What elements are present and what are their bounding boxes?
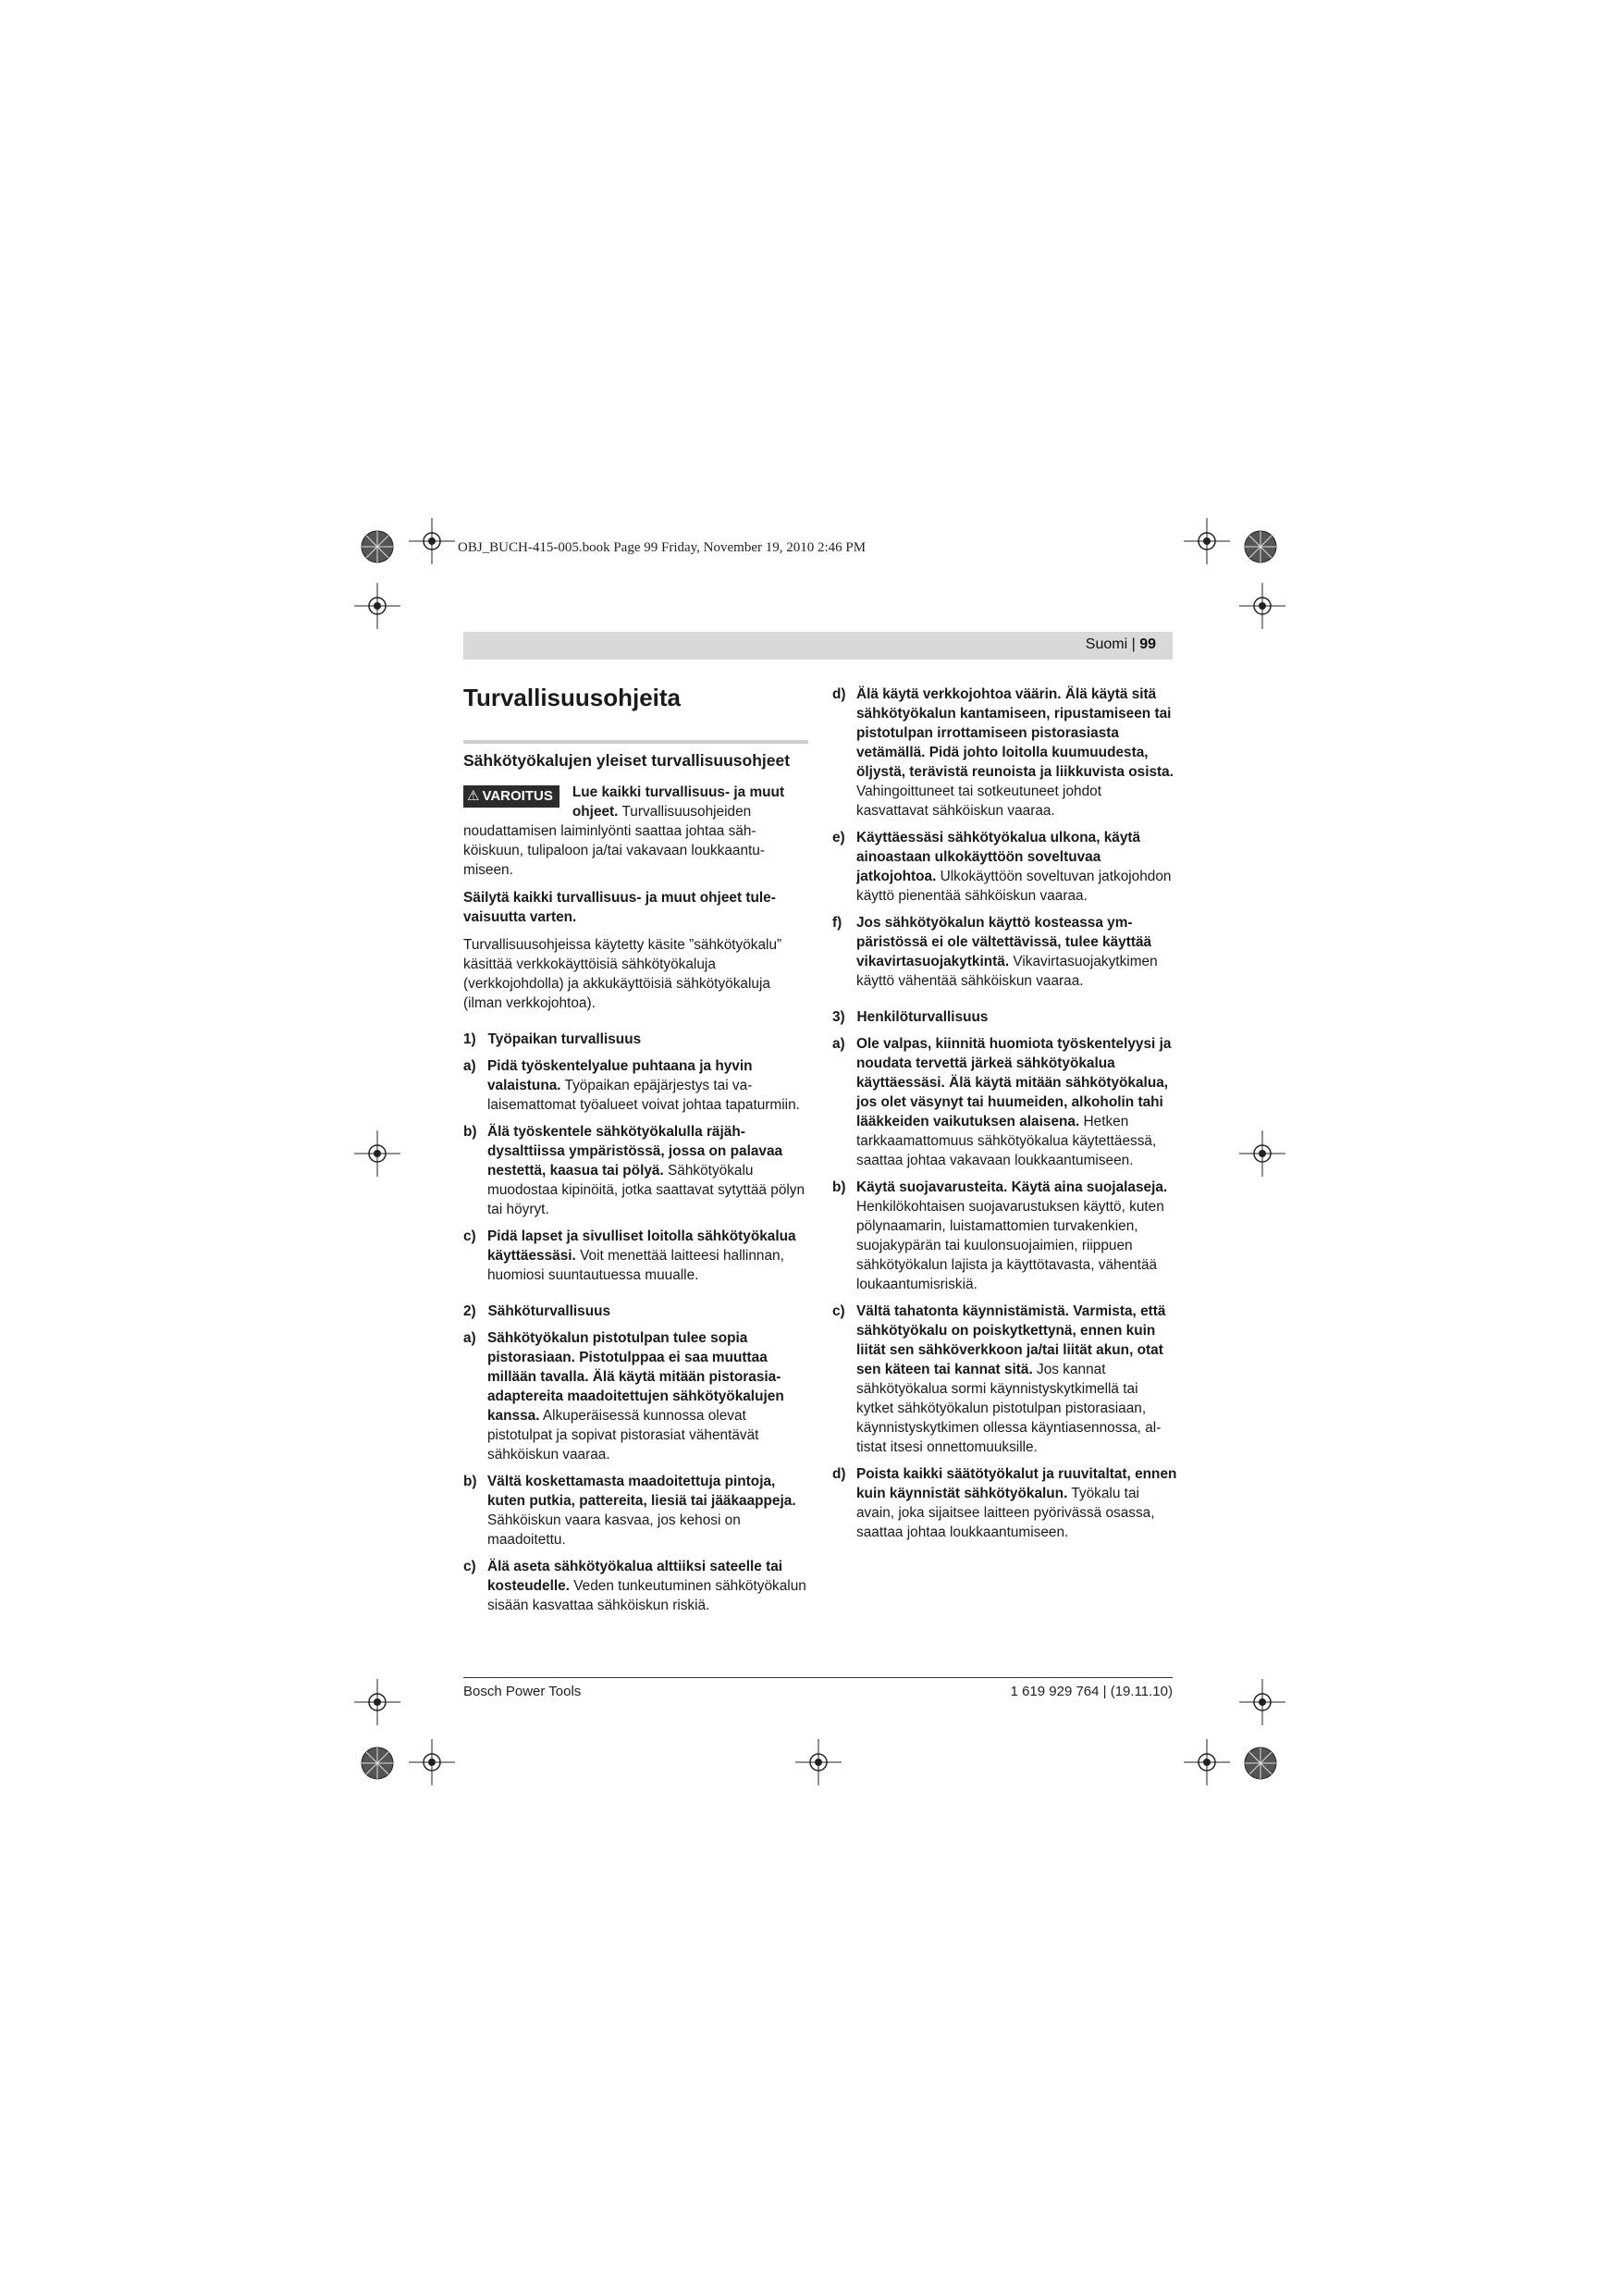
item-bold: Älä työskentele sähkötyökalulla räjähdysalttiissa ympäristössä, jossa on palavaa nestettä, kaasua tai pölyä. xyxy=(487,1124,783,1179)
warning-badge-label: VAROITUS xyxy=(482,788,553,804)
item-bold: Pidä lapset ja sivulliset loitolla sähkötyökalua käyttäessäsi. xyxy=(487,1228,796,1264)
page-number: 99 xyxy=(1139,636,1156,652)
item-bold: Ole valpas, kiinnitä huomiota työskentelyysi ja noudata tervettä järkeä sähkötyökalua käyttäessäsi. Älä käytä mitään sähkötyökalua, jos olet väsynyt tai huumeiden, alkoholin tahi lääkkeiden vaikutuksen alaisena. xyxy=(856,1036,1172,1129)
item-label: e) xyxy=(832,830,845,846)
item-bold: Jos sähkötyökalun käyttö kosteassa ympäristössä ei ole vältettävissä, tulee käyttää vikavirtasuojakytkintä. xyxy=(856,915,1152,969)
color-wheel-mark-icon xyxy=(1244,530,1277,563)
section-number: 1) xyxy=(463,1031,476,1047)
item-bold: Älä käytä verkkojohtoa väärin. Älä käytä sitä sähkötyökalun kantamiseen, ripustamiseen tai pistotulpan irrottamiseen pistorasiasta vetämällä. Pidä johto loitolla kuumuudesta, öljystä, terävistä reunoista ja liikkuvista osista. xyxy=(856,686,1174,780)
section-2-continued xyxy=(832,685,1177,991)
item-bold: Älä aseta sähkötyökalua alttiiksi sateelle tai kosteudelle. xyxy=(487,1559,783,1594)
item-text: Sähköiskun vaara kasvaa, jos kehosi on maadoitettu. xyxy=(487,1512,741,1548)
item-label: c) xyxy=(463,1559,476,1574)
section-title-text: Työpaikan turvallisuus xyxy=(487,1031,642,1047)
item-bold: Vältä tahatonta käynnistämistä. Varmista, että sähkötyökalu on poiskytkettynä, ennen kuin liität sen sähköverkkoon ja/tai liität akun, otat sen käteen tai kannat sitä. xyxy=(856,1303,1166,1377)
section-2 xyxy=(463,1302,808,1615)
warning-text: Turvallisuusohjeiden noudattamisen laiminlyönti saattaa johtaa sähköiskuun, tulipaloon ja/tai vakavaan loukkaantumiseen. xyxy=(463,804,765,878)
section-number: 2) xyxy=(463,1303,476,1319)
item-text: Vikavirtasuojakytkimen käyttö vähentää sähköiskun vaaraa. xyxy=(856,954,1158,989)
list-item xyxy=(463,1122,808,1219)
item-text: Työpaikan epäjärjestys tai valaisemattomat työalueet voivat johtaa tapaturmiin. xyxy=(487,1078,800,1113)
item-text: Henkilökohtaisen suojavarustuksen käyttö, kuten pölynaamarin, luistamattomien turvakenkien, suojakypärän tai kuulonsuojaimien, riippuen sähkötyökalun lajista ja käyttötavasta, vähentää loukaantumisriskiä. xyxy=(856,1199,1164,1292)
list-item xyxy=(832,1464,1177,1542)
section-title xyxy=(832,1007,1177,1027)
section-1 xyxy=(463,1030,808,1285)
keep-notice: Säilytä kaikki turvallisuus- ja muut ohjeet tulevaisuutta varten. xyxy=(463,890,776,925)
section-title xyxy=(463,1302,808,1321)
section-3 xyxy=(832,1007,1177,1542)
list-item xyxy=(832,828,1177,906)
warning-badge xyxy=(463,785,559,808)
list-item xyxy=(463,1056,808,1115)
item-label: f) xyxy=(832,915,842,931)
crosshair-mark-icon xyxy=(1184,518,1230,564)
item-label: b) xyxy=(832,1179,846,1195)
item-text: Veden tunkeutuminen sähkötyökalun sisään kasvattaa sähköiskun riskiä. xyxy=(487,1578,806,1613)
item-label: a) xyxy=(832,1036,845,1052)
item-bold: Käytä suojavarusteita. Käytä aina suojalaseja. xyxy=(856,1179,1168,1195)
warning-triangle-icon: ⚠ xyxy=(467,788,480,804)
crosshair-mark-icon xyxy=(354,1679,400,1725)
list-item xyxy=(463,1328,808,1464)
color-wheel-mark-icon xyxy=(361,530,394,563)
item-label: d) xyxy=(832,686,846,702)
section-heading: Sähkötyökalujen yleiset turvallisuusohjeet xyxy=(463,751,791,770)
list-item xyxy=(832,913,1177,991)
item-text: Vahingoittuneet tai sotkeutuneet johdot kasvattavat sähköiskun vaaraa. xyxy=(856,784,1101,819)
crosshair-mark-icon xyxy=(1184,1739,1230,1785)
crosshair-mark-icon xyxy=(354,1130,400,1177)
print-slug: OBJ_BUCH-415-005.book Page 99 Friday, November 19, 2010 2:46 PM xyxy=(458,540,867,555)
item-text: Alkuperäisessä kunnossa olevat pistotulpat ja sopivat pistorasiat vähentävät sähköiskun vaaraa. xyxy=(487,1408,759,1463)
list-item xyxy=(832,1302,1177,1457)
list-item xyxy=(832,1178,1177,1294)
item-label: b) xyxy=(463,1124,477,1140)
crosshair-mark-icon xyxy=(1239,1679,1285,1725)
item-bold: Vältä koskettamasta maadoitettuja pintoja, kuten putkia, pattereita, liesiä tai jääkaappeja. xyxy=(487,1474,796,1509)
header-section: Suomi | xyxy=(1085,636,1140,652)
color-wheel-mark-icon xyxy=(1244,1747,1277,1780)
footer-left: Bosch Power Tools xyxy=(463,1684,582,1699)
item-label: a) xyxy=(463,1058,476,1074)
list-item xyxy=(463,1227,808,1285)
item-label: a) xyxy=(463,1330,476,1346)
item-text: Jos kannat sähkötyökalua sormi käynnistyskytkimellä tai kytket sähkötyökalun pistotulpan pistorasiaan, käynnistyskytkimen ollessa käyntiasennossa, altistat itsesi onnettomuuksille. xyxy=(856,1362,1162,1455)
crosshair-mark-icon xyxy=(1239,583,1285,629)
right-column xyxy=(832,685,1177,1549)
crosshair-mark-icon xyxy=(409,518,455,564)
list-item xyxy=(832,685,1177,821)
page-header-bar xyxy=(463,632,1173,660)
crosshair-mark-icon xyxy=(354,583,400,629)
section-title xyxy=(463,1030,808,1049)
item-bold: Sähkötyökalun pistotulpan tulee sopia pistorasiaan. Pistotulppaa ei saa muuttaa millään tavalla. Älä käytä mitään pistorasia-adaptereita maadoitettujen sähkötyökalujen kanssa. xyxy=(487,1330,784,1424)
item-bold: Pidä työskentelyalue puhtaana ja hyvin valaistuna. xyxy=(487,1058,753,1093)
item-text: Ulkokäyttöön soveltuvan jatkojohdon käyttö pienentää sähköiskun vaaraa. xyxy=(856,869,1172,904)
item-label: c) xyxy=(463,1228,476,1244)
item-text: Sähkötyökalu muodostaa kipinöitä, jotka saattavat sytyttää pölyn tai höyryt. xyxy=(487,1163,805,1217)
footer-rule xyxy=(463,1677,1173,1678)
page-title: Turvallisuusohjeita xyxy=(463,684,682,711)
item-bold: Käyttäessäsi sähkötyökalua ulkona, käytä ainoastaan ulkokäyttöön soveltuvaa jatkojohtoa. xyxy=(856,830,1141,884)
section-rule xyxy=(463,740,808,744)
intro-paragraph: Turvallisuusohjeissa käytetty käsite ”sähkötyökalu” käsittää verkkokäyttöisiä sähkötyökaluja (verkkojohdolla) ja akkukäyttöisiä sähkötyökaluja (ilman verkkojohtoa). xyxy=(463,937,782,1011)
item-bold: Poista kaikki säätötyökalut ja ruuvitaltat, ennen kuin käynnistät sähkötyökalun. xyxy=(856,1466,1177,1501)
list-item xyxy=(832,1034,1177,1170)
warning-bold: Lue kaikki turvallisuus- ja muut ohjeet. xyxy=(572,784,785,820)
item-label: c) xyxy=(832,1303,845,1319)
crosshair-mark-icon xyxy=(795,1739,842,1785)
item-label: b) xyxy=(463,1474,477,1489)
item-text: Hetken tarkkaamattomuus sähkötyökalua käytettäessä, saattaa johtaa vakavaan loukkaantumiseen. xyxy=(856,1114,1157,1168)
warning-paragraph xyxy=(463,783,808,880)
item-text: Voit menettää laitteesi hallinnan, huomiosi suuntautuessa muualle. xyxy=(487,1248,784,1283)
crosshair-mark-icon xyxy=(1239,1130,1285,1177)
crosshair-mark-icon xyxy=(409,1739,455,1785)
color-wheel-mark-icon xyxy=(361,1747,394,1780)
page-header xyxy=(1086,636,1156,653)
left-column xyxy=(463,683,808,1623)
section-title-text: Henkilöturvallisuus xyxy=(856,1009,989,1025)
list-item xyxy=(463,1557,808,1615)
footer-right: 1 619 929 764 | (19.11.10) xyxy=(1010,1684,1173,1699)
item-text: Työkalu tai avain, joka sijaitsee laitteen pyörivässä osassa, saattaa johtaa loukkaantumiseen. xyxy=(856,1486,1155,1540)
section-title-text: Sähköturvallisuus xyxy=(487,1303,611,1319)
section-number: 3) xyxy=(832,1009,845,1025)
item-label: d) xyxy=(832,1466,846,1482)
list-item xyxy=(463,1472,808,1549)
